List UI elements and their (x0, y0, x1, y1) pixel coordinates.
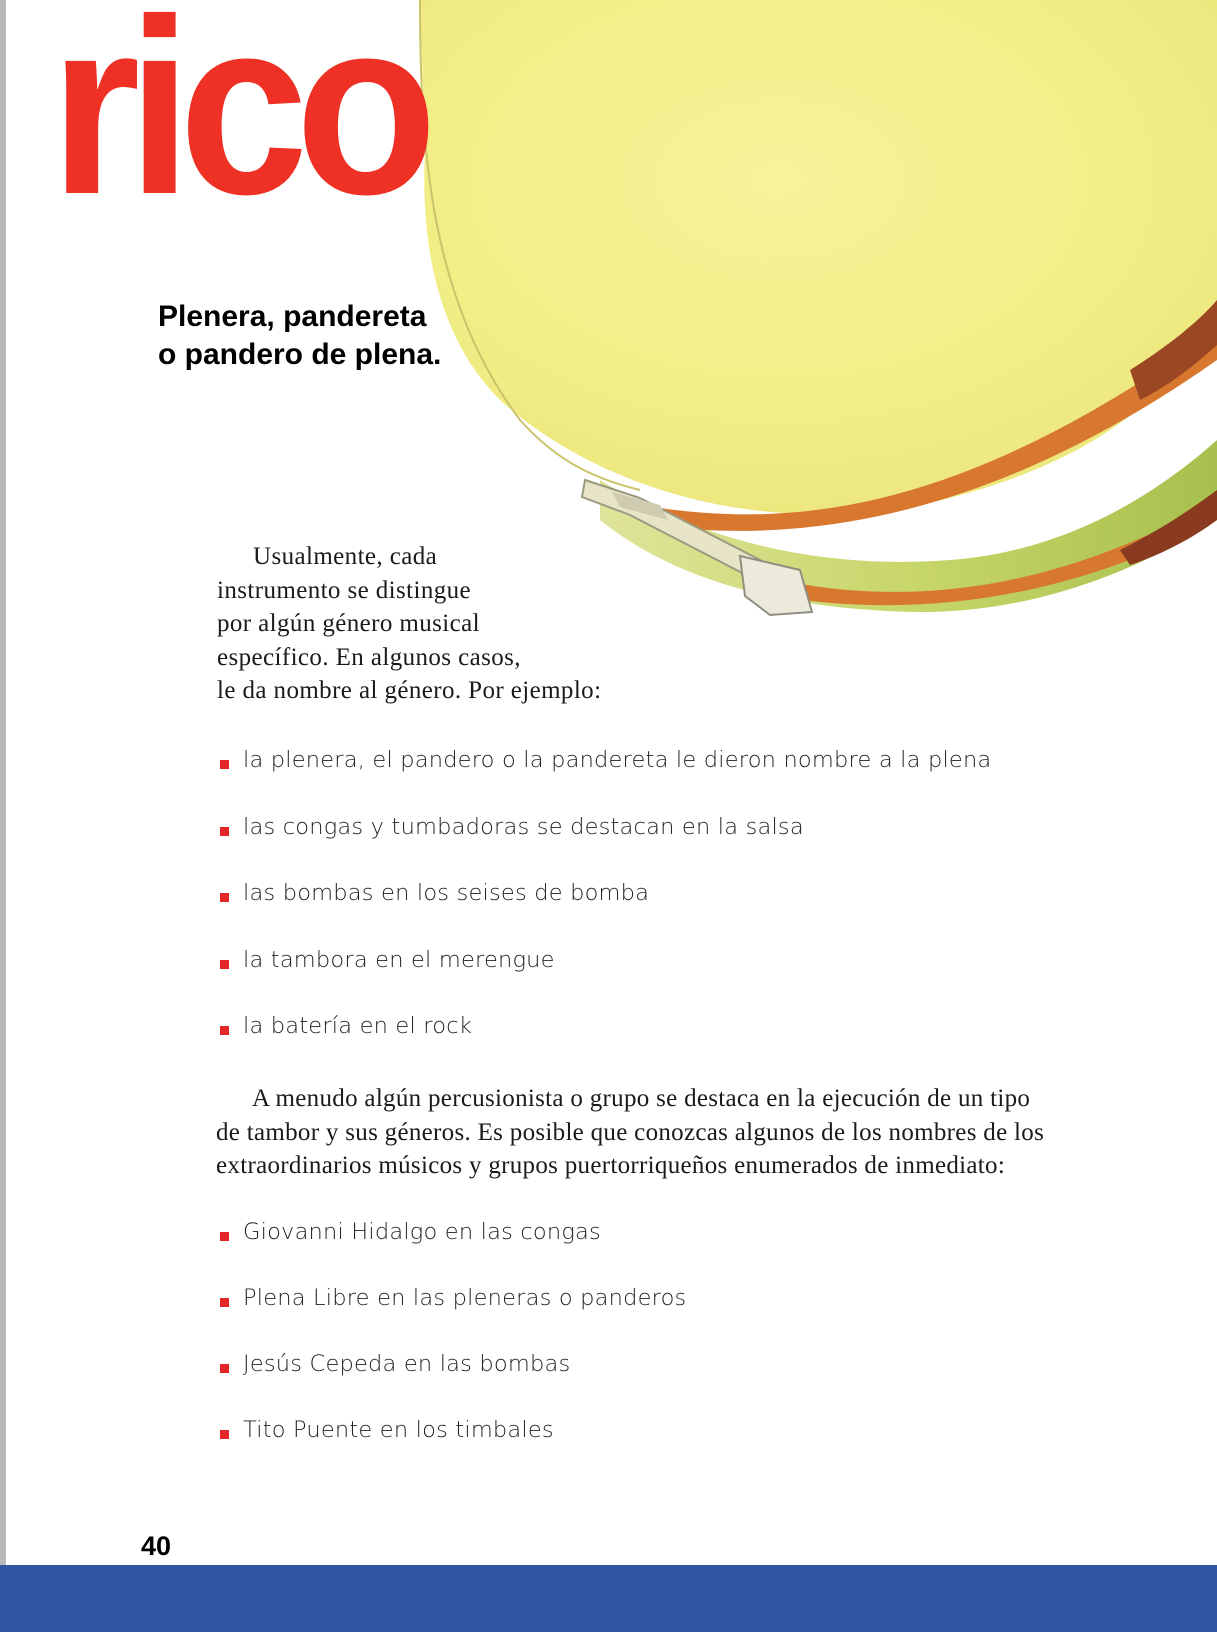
list-item (220, 1417, 686, 1483)
list-item-text: la tambora en el merengue (243, 946, 555, 973)
bullet-square-icon (220, 960, 229, 969)
bullet-square-icon (220, 1298, 229, 1307)
bullet-square-icon (220, 1232, 229, 1241)
list-item (220, 947, 991, 1014)
list-item (220, 747, 991, 814)
list-item-text: las bombas en los seises de bomba (243, 880, 650, 907)
image-caption (158, 298, 441, 374)
bullet-square-icon (220, 760, 229, 769)
bullet-square-icon (220, 1430, 229, 1439)
intro-line: le da nombre al género. Por ejemplo: (217, 677, 602, 704)
footer-bar (0, 1565, 1217, 1632)
list-item (220, 1013, 991, 1080)
list-item (220, 814, 991, 881)
paragraph-line: extraordinarios músicos y grupos puertorriqueños enumerados de inmediato: (216, 1152, 1006, 1179)
genre-list (220, 747, 991, 1080)
list-item (220, 1219, 686, 1285)
intro-line: Usualmente, cada (253, 543, 438, 570)
musician-list (220, 1219, 686, 1483)
paragraph-line: de tambor y sus géneros. Es posible que conozcas algunos de los nombres de los (216, 1118, 1045, 1146)
bullet-square-icon (220, 1026, 229, 1035)
intro-paragraph (217, 540, 637, 708)
bullet-square-icon (220, 893, 229, 902)
caption-line: Plenera, pandereta (158, 300, 427, 333)
bullet-square-icon (220, 827, 229, 836)
list-item-text: la plenera, el pandero o la pandereta le dieron nombre a la plena (243, 747, 992, 773)
headline-word: rico (50, 0, 425, 246)
intro-line: instrumento se distingue (217, 576, 472, 604)
list-item (220, 880, 991, 947)
intro-line: específico. En algunos casos, (217, 643, 521, 671)
list-item (220, 1351, 686, 1417)
intro-line: por algún género musical (217, 610, 480, 637)
body-paragraph (216, 1082, 1116, 1183)
list-item-text: Jesús Cepeda en las bombas (243, 1351, 571, 1377)
list-item (220, 1285, 686, 1351)
list-item-text: Tito Puente en los timbales (243, 1417, 554, 1443)
list-item-text: Plena Libre en las pleneras o panderos (243, 1285, 687, 1311)
list-item-text: Giovanni Hidalgo en las congas (243, 1219, 601, 1245)
caption-line: o pandero de plena. (158, 338, 442, 371)
list-item-text: la batería en el rock (243, 1013, 472, 1040)
paragraph-line: A menudo algún percusionista o grupo se destaca en la ejecución de un tipo (252, 1085, 1031, 1112)
bullet-square-icon (220, 1364, 229, 1373)
page-number: 40 (141, 1531, 172, 1561)
list-item-text: las congas y tumbadoras se destacan en la salsa (243, 813, 804, 840)
